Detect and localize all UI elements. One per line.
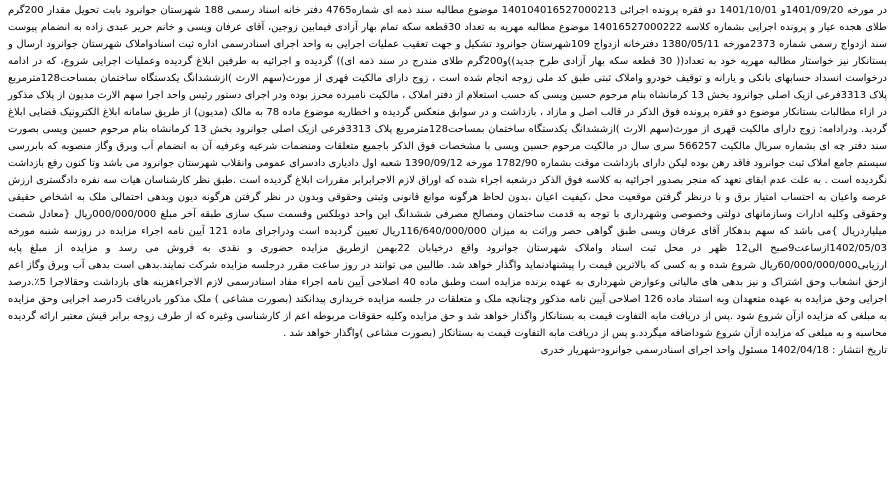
notice-footer-date-signature: تاریخ انتشار : 1402/04/18 مسئول واحد اجرای اسنادرسمی جوانرود-شهریار خدری (540, 345, 887, 356)
notice-body: در مورخه 1401/09/20و 1401/10/01 دو فقره پرونده اجرائی 140104016527000213 موضوع مطالبه سند ذمه ای شماره4765 دفتر خانه اسناد رسمی 188 شهرستان جوانرود بابت تحویل مقدار 200گرم طلای هجده عیار و پرونده اجرایی بشماره کلاسه 14016527000222 موضوع مطالبه مهریه به تعداد 30قطعه سکه تمام بهار آزادی فیمابین زوجین، آقای عرفان ویسی و خانم حریر عبدی زاده به انضمام پیوست سند ازدواج رسمی شماره 2373مورخه 1380/05/11 دفترخانه ازدواج 109شهرستان جوانرود تشکیل و جهت تعقیب عملیات اجرایی به واحد اجرای اسنادرسمی اداره ثبت اسنادواملاک شهرستان جوانرود ارسال و بستانکار نیز خواستار مطالبه مهریه خود به تعداد(( 30 قطعه سکه بهار آزادی طرح جدید))و200گرم طلای مندرج در سند ذمه ای)) گردیده و اجرائیه به طرفین ابلاغ گردیده وعملیات اجرایی شروع، که در ادامه درخواست انسداد حسابهای بانکی و یارانه و توقیف خودرو واملاک ثبتی طبق کد ملی زوجه انجام شده است ، زوج دارای مالکیت قهری از مورث(سهم الارث )ازششدانگ یکدستگاه ساختمان بمساحت128مترمربع پلاک 3313فرعی ازیک اصلی جوانرود بخش 13 کرمانشاه بنام مرحوم حسین ویسی که حسب استعلام از دفتر املاک ، مالکیت نامبرده محرز بوده ودر اجرای دستور رئیس واحد اجرا سهم الارث مدیون از پلاک مذکور در ازاء مطالبات بستانکار موضوع دو فقره پرونده فوق الذکر در قالب اصل و مازاد ، بازداشت و در سوابق منعکس گردیده و اخطاریه موضوع ماده 78 به مالک (مدیون) از طریق سامانه ابلاغ الکترونیک قضایی ابلاغ گردید. ودرادامه: زوج دارای مالکیت قهری از مورث(سهم الارث )ازششدانگ یکدستگاه ساختمان بمساحت128مترمربع پلاک 3313فرعی ازیک اصلی جوانرود بخش 13 کرمانشاه بنام مرحوم حسین ویسی بصورت سند دفتر چه ای بشماره سریال مالکیت 566257 سری سال در مالکیت مرحوم حسین ویسی با مشخصات فوق الذکر باجمیع متعلقات ومنضمات شرعیه وعرفیه آن به انضمام آب وبرق وگاز منصوبه که بابررسی سیستم جامع املاک ثبت جوانرود فاقد رهن بوده لیکن دارای بازداشت موقت بشماره 1782/90 مورخه 1390/09/12 شعبه اول دادیاری دادسرای عمومی وانقلاب شهرستان جوانرود می باشد وتا کنون رفع بازداشت نگردیده است . به علت عدم ابقای تعهد که منجر بصدور اجرائیه به کلاسه فوق الذکر درشعبه اجراء شده که اوراق لازم الاجرابرابر مقررات ابلاغ گردیده است .طبق نظر کارشناسان هیات سه نفره دادگستری ارزش عرصه واعیان به احتساب امتیاز برق و با درنظر گرفتن موقعیت محل ،کیفیت اعیان ،بدون لحاظ هرگونه موانع قانونی وثبتی وحقوقی وبدون در نظر گرفتن هرگونه دیون وبدهی احتمالی ملک به اشخاص حقیقی وحقوقی وکلیه ادارات وسازمانهای دولتی وخصوصی وشهرداری با توجه به قدمت ساختمان ومصالح مصرفی ششدانگ این واحد دوبلکس وقسمت سبک سازی طبقه آخر مبلغ 000/000/000ریال {معادل شصت میلیاردریال }می باشد که سهم بدهکار آقای عرفان ویسی طبق گواهی حصر وراثت به میزان 116/640/000/000ریال تعیین گردیده است ودراجرای ماده 121 آیین نامه اجراء مزایده در روزسه شنبه مورخه 1402/05/03ازساعت9صبح الی12 ظهر در محل ثبت اسناد واملاک شهرستان جوانرود واقع درخیابان 22بهمن ازطریق مزایده حضوری و نقدی به فروش می رسد و مزایده از مبلغ پایه ارزیابی60/000/000/000ریال شروع شده و به کسی که بالاترین قیمت را پیشنهادنماید واگذار خواهد شد. طالبین می توانند در روز ساعت مقرر درجلسه مزایده شرکت نمایند.بدهی است بدهی آب وبرق وگاز اعم ازحق انشعاب وحق اشتراک و نیز بدهی های مالیاتی وعوارض شهرداری به عهده برنده مزایده است وطبق ماده 40 اصلاحی آیین نامه اجراء مفاد اسنادرسمی لازم الاجراءهزینه های بازداشت وحقالاجرا 5٪.درصد اجرایی وحق مزایده به عهده متعهدان وبه استناد ماده 126 اصلاحی آیین نامه مذکور وچنانچه ملک و متعلقات در جلسه مزایده خریداری پیدانکند (بصورت مشاعی ) ملک مذکور بادریافت 5درصد اجرایی وحق مزایده به مبلغی که مزایده ازآن شروع شود .پس از دریافت مابه التفاوت قیمت به بستانکار واگذار خواهد شد و حق مزایده وکلیه حقوقات مربوطه اعم از کارشناسی وغیره که از طرف زوجه برابر قیش معتبر ارائه گردیده محاسبه و به مبلغی که مزایده ازآن شروع شوداضافه میگردد.و پس از دریافت مابه التفاوت قیمت به بستانکار (بصورت مشاعی )واگذار خواهد شد . (8, 5, 888, 339)
